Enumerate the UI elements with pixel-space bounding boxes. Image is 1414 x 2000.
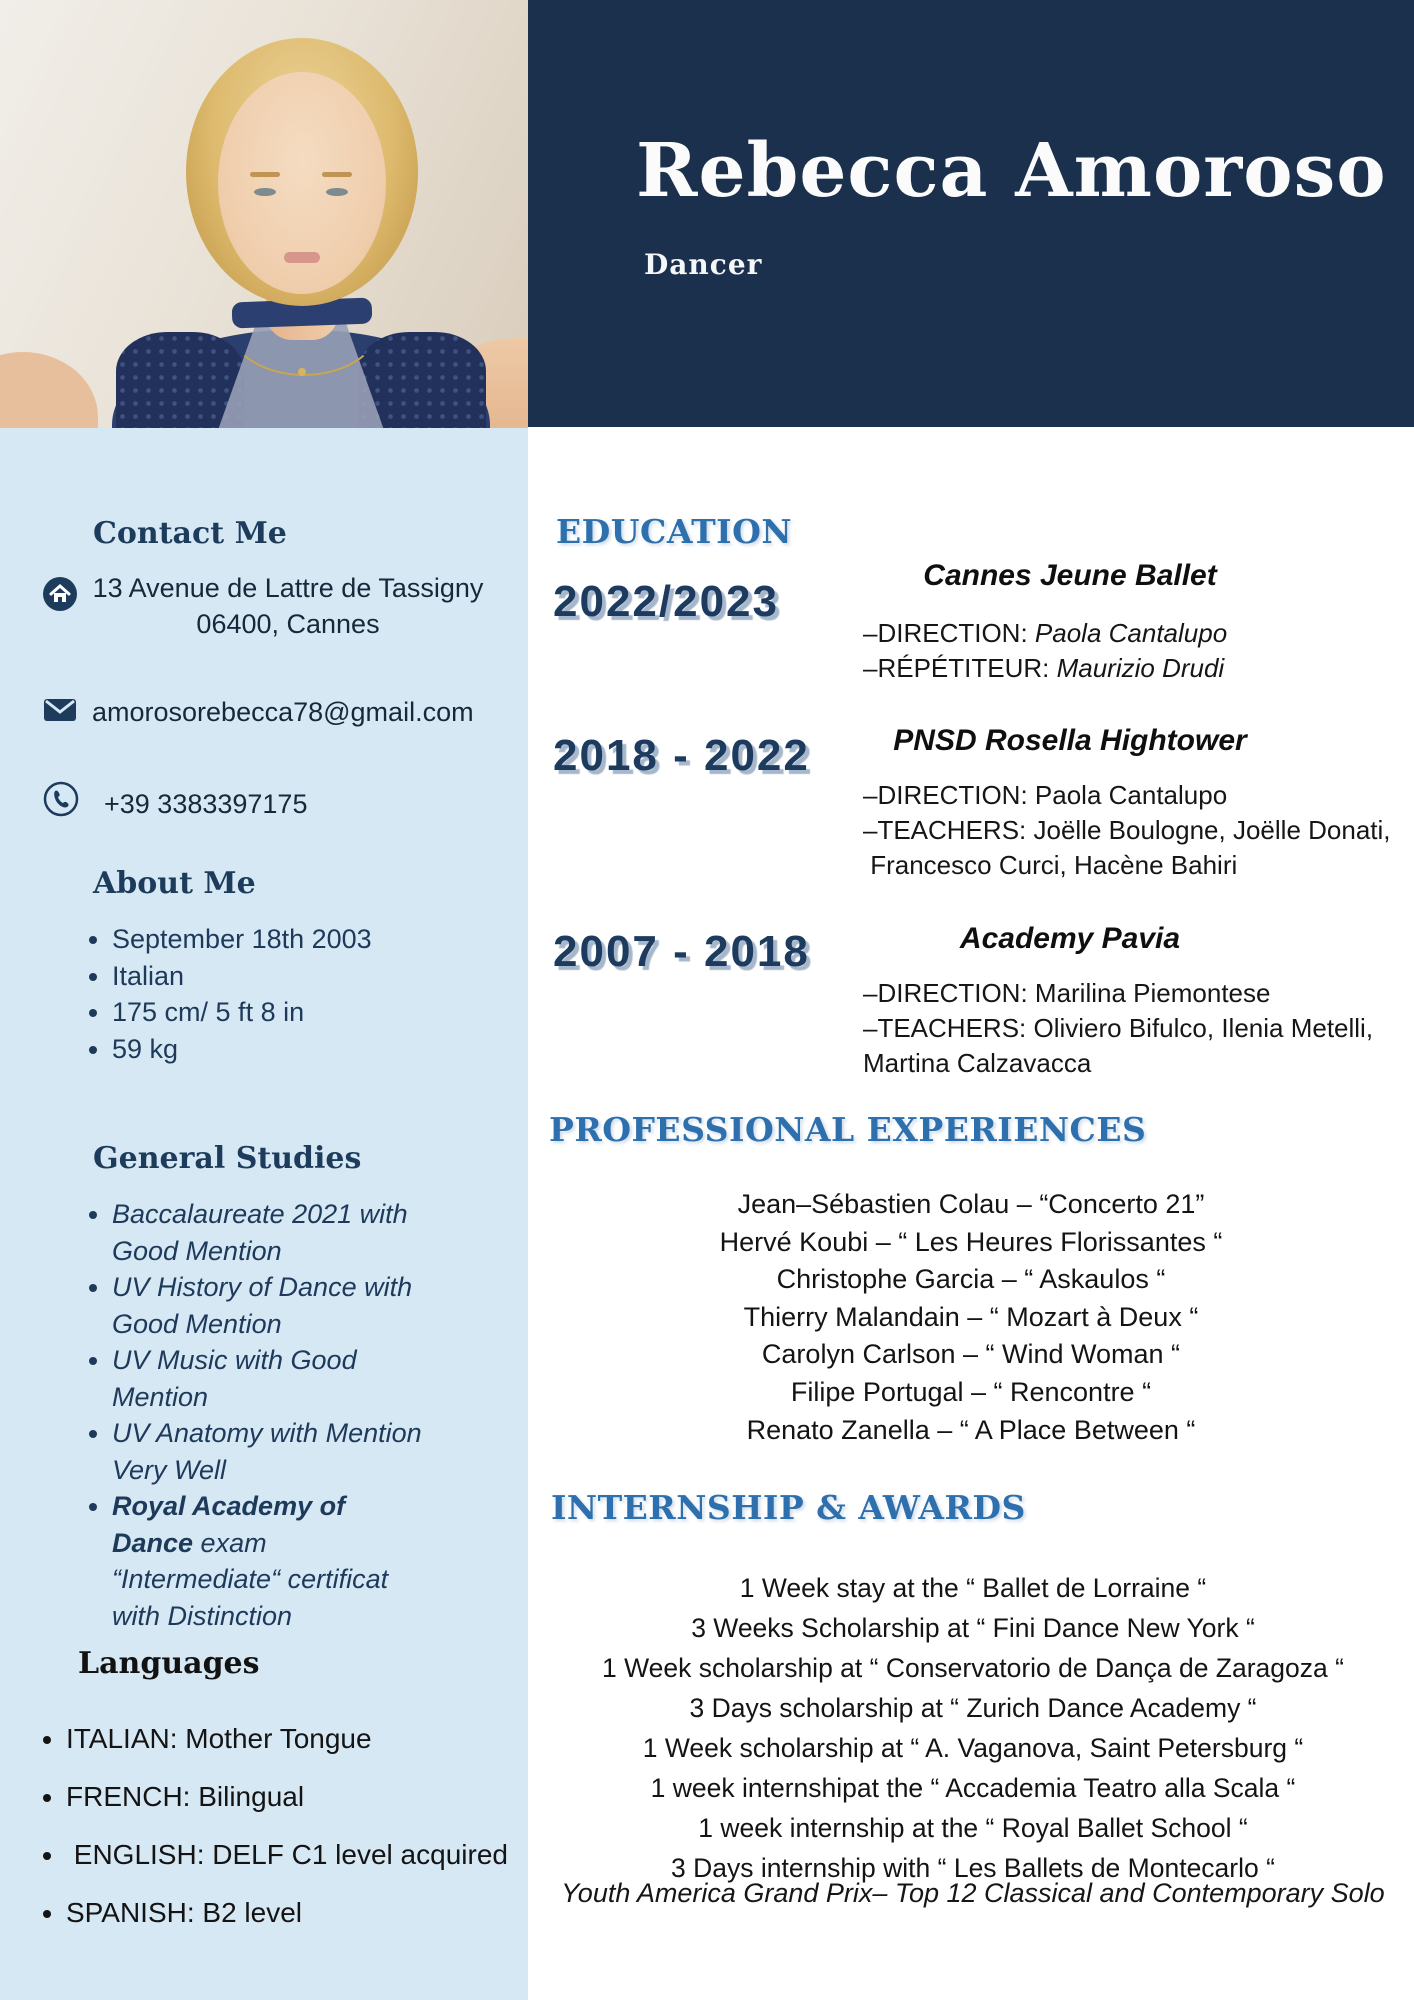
internship-highlight: Youth America Grand Prix– Top 12 Classical and Contemporary Solo <box>561 1878 1385 1908</box>
education-period: 2018 - 2022 <box>553 731 810 780</box>
professional-heading: PROFESSIONAL EXPERIENCES <box>549 1110 1147 1149</box>
language-item: • SPANISH: B2 level <box>66 1896 556 1930</box>
internship-heading: INTERNSHIP & AWARDS <box>551 1488 1026 1527</box>
internship-item: 3 Days scholarship at “ Zurich Dance Academy “ <box>689 1693 1257 1723</box>
education-detail-line: –TEACHERS: Joëlle Boulogne, Joëlle Donati, <box>863 815 1391 845</box>
email-icon <box>42 692 78 728</box>
education-detail-line: Francesco Curci, Hacène Bahiri <box>863 850 1238 880</box>
about-list <box>68 921 492 1067</box>
professional-item: Filipe Portugal – “ Rencontre “ <box>790 1376 1152 1407</box>
education-detail-line: –DIRECTION: Marilina Piemontese <box>863 978 1271 1008</box>
education-detail-line: –DIRECTION: Paola Cantalupo <box>863 618 1228 648</box>
general-studies-item: • Baccalaureate 2021 with Good Mention <box>112 1196 428 1269</box>
education-details <box>863 976 1403 1081</box>
sidebar <box>0 0 528 2000</box>
phone-text: +39 3383397175 <box>104 789 308 819</box>
general-studies-item: • UV Anatomy with Mention Very Well <box>112 1415 428 1488</box>
language-item: • ITALIAN: Mother Tongue <box>66 1722 556 1756</box>
education-detail-line: Martina Calzavacca <box>863 1048 1092 1078</box>
language-item: • FRENCH: Bilingual <box>66 1780 556 1814</box>
header-banner <box>528 0 1414 427</box>
internship-item: 3 Days internship with “ Les Ballets de Montecarlo “ <box>671 1853 1275 1883</box>
education-school: Academy Pavia <box>959 922 1181 955</box>
about-heading: About Me <box>93 866 256 901</box>
general-studies-item: • UV Music with Good Mention <box>112 1342 428 1415</box>
internship-item: 1 week internshipat the “ Accademia Teatro alla Scala “ <box>650 1773 1296 1803</box>
photo-eye <box>326 188 348 196</box>
profile-photo <box>0 0 528 428</box>
phone-icon <box>43 781 79 817</box>
general-studies-item: • Royal Academy of Dance exam “Intermediate“ certificat with Distinction <box>112 1488 428 1634</box>
about-item: • 175 cm/ 5 ft 8 in <box>112 994 492 1031</box>
education-details <box>863 616 1403 686</box>
professional-item: Hervé Koubi – “ Les Heures Florissantes “ <box>719 1226 1223 1257</box>
education-school: PNSD Rosella Hightower <box>893 724 1247 757</box>
address-line2: 06400, Cannes <box>196 609 380 639</box>
internship-item: 1 Week stay at the “ Ballet de Lorraine “ <box>739 1573 1207 1603</box>
general-studies-heading: General Studies <box>93 1141 362 1176</box>
photo-pendant <box>298 368 306 376</box>
education-period: 2022/2023 <box>553 577 779 626</box>
internship-item: 1 Week scholarship at “ A. Vaganova, Saint Petersburg “ <box>642 1733 1304 1763</box>
education-school: Cannes Jeune Ballet <box>923 559 1217 592</box>
photo-left-arm <box>0 352 98 428</box>
internship-item: 1 Week scholarship at “ Conservatorio de Dança de Zaragoza “ <box>602 1653 1344 1683</box>
address-line1: 13 Avenue de Lattre de Tassigny <box>92 573 484 603</box>
internship-item: 3 Weeks Scholarship at “ Fini Dance New York “ <box>691 1613 1255 1643</box>
about-item: • Italian <box>112 958 492 995</box>
photo-eyebrow <box>250 172 280 177</box>
general-studies-list <box>68 1196 428 1634</box>
email-text: amorosorebecca78@gmail.com <box>92 697 474 727</box>
person-title: Dancer <box>644 248 763 281</box>
education-detail-line: –TEACHERS: Oliviero Bifulco, Ilenia Metelli, <box>863 1013 1374 1043</box>
education-detail-line: –DIRECTION: Paola Cantalupo <box>863 780 1228 810</box>
languages-list <box>22 1722 556 1954</box>
about-item: • September 18th 2003 <box>112 921 492 958</box>
photo-lips <box>284 252 320 263</box>
education-details <box>863 778 1403 883</box>
professional-item: Christophe Garcia – “ Askaulos “ <box>776 1264 1166 1295</box>
professional-item: Thierry Malandain – “ Mozart à Deux “ <box>743 1301 1199 1332</box>
language-item: • ENGLISH: DELF C1 level acquired <box>66 1838 556 1872</box>
professional-list <box>556 1186 1386 1449</box>
photo-eyebrow <box>322 172 352 177</box>
contact-heading: Contact Me <box>93 516 287 551</box>
person-name: Rebecca Amoroso <box>636 128 1387 214</box>
internship-item: 1 week internship at the “ Royal Ballet School “ <box>698 1813 1248 1843</box>
education-heading: EDUCATION <box>556 512 793 551</box>
general-studies-item: • UV History of Dance with Good Mention <box>112 1269 428 1342</box>
professional-item: Carolyn Carlson – “ Wind Woman “ <box>761 1339 1181 1370</box>
languages-heading: Languages <box>78 1646 260 1681</box>
professional-item: Jean–Sébastien Colau – “Concerto 21” <box>737 1189 1205 1219</box>
home-icon <box>42 576 78 612</box>
internship-list <box>540 1568 1406 1888</box>
education-period: 2007 - 2018 <box>553 927 810 976</box>
photo-eye <box>254 188 276 196</box>
about-item: • 59 kg <box>112 1031 492 1068</box>
professional-item: Renato Zanella – “ A Place Between “ <box>746 1414 1196 1445</box>
education-detail-line: –RÉPÉTITEUR: Maurizio Drudi <box>863 653 1225 683</box>
address <box>88 570 488 642</box>
